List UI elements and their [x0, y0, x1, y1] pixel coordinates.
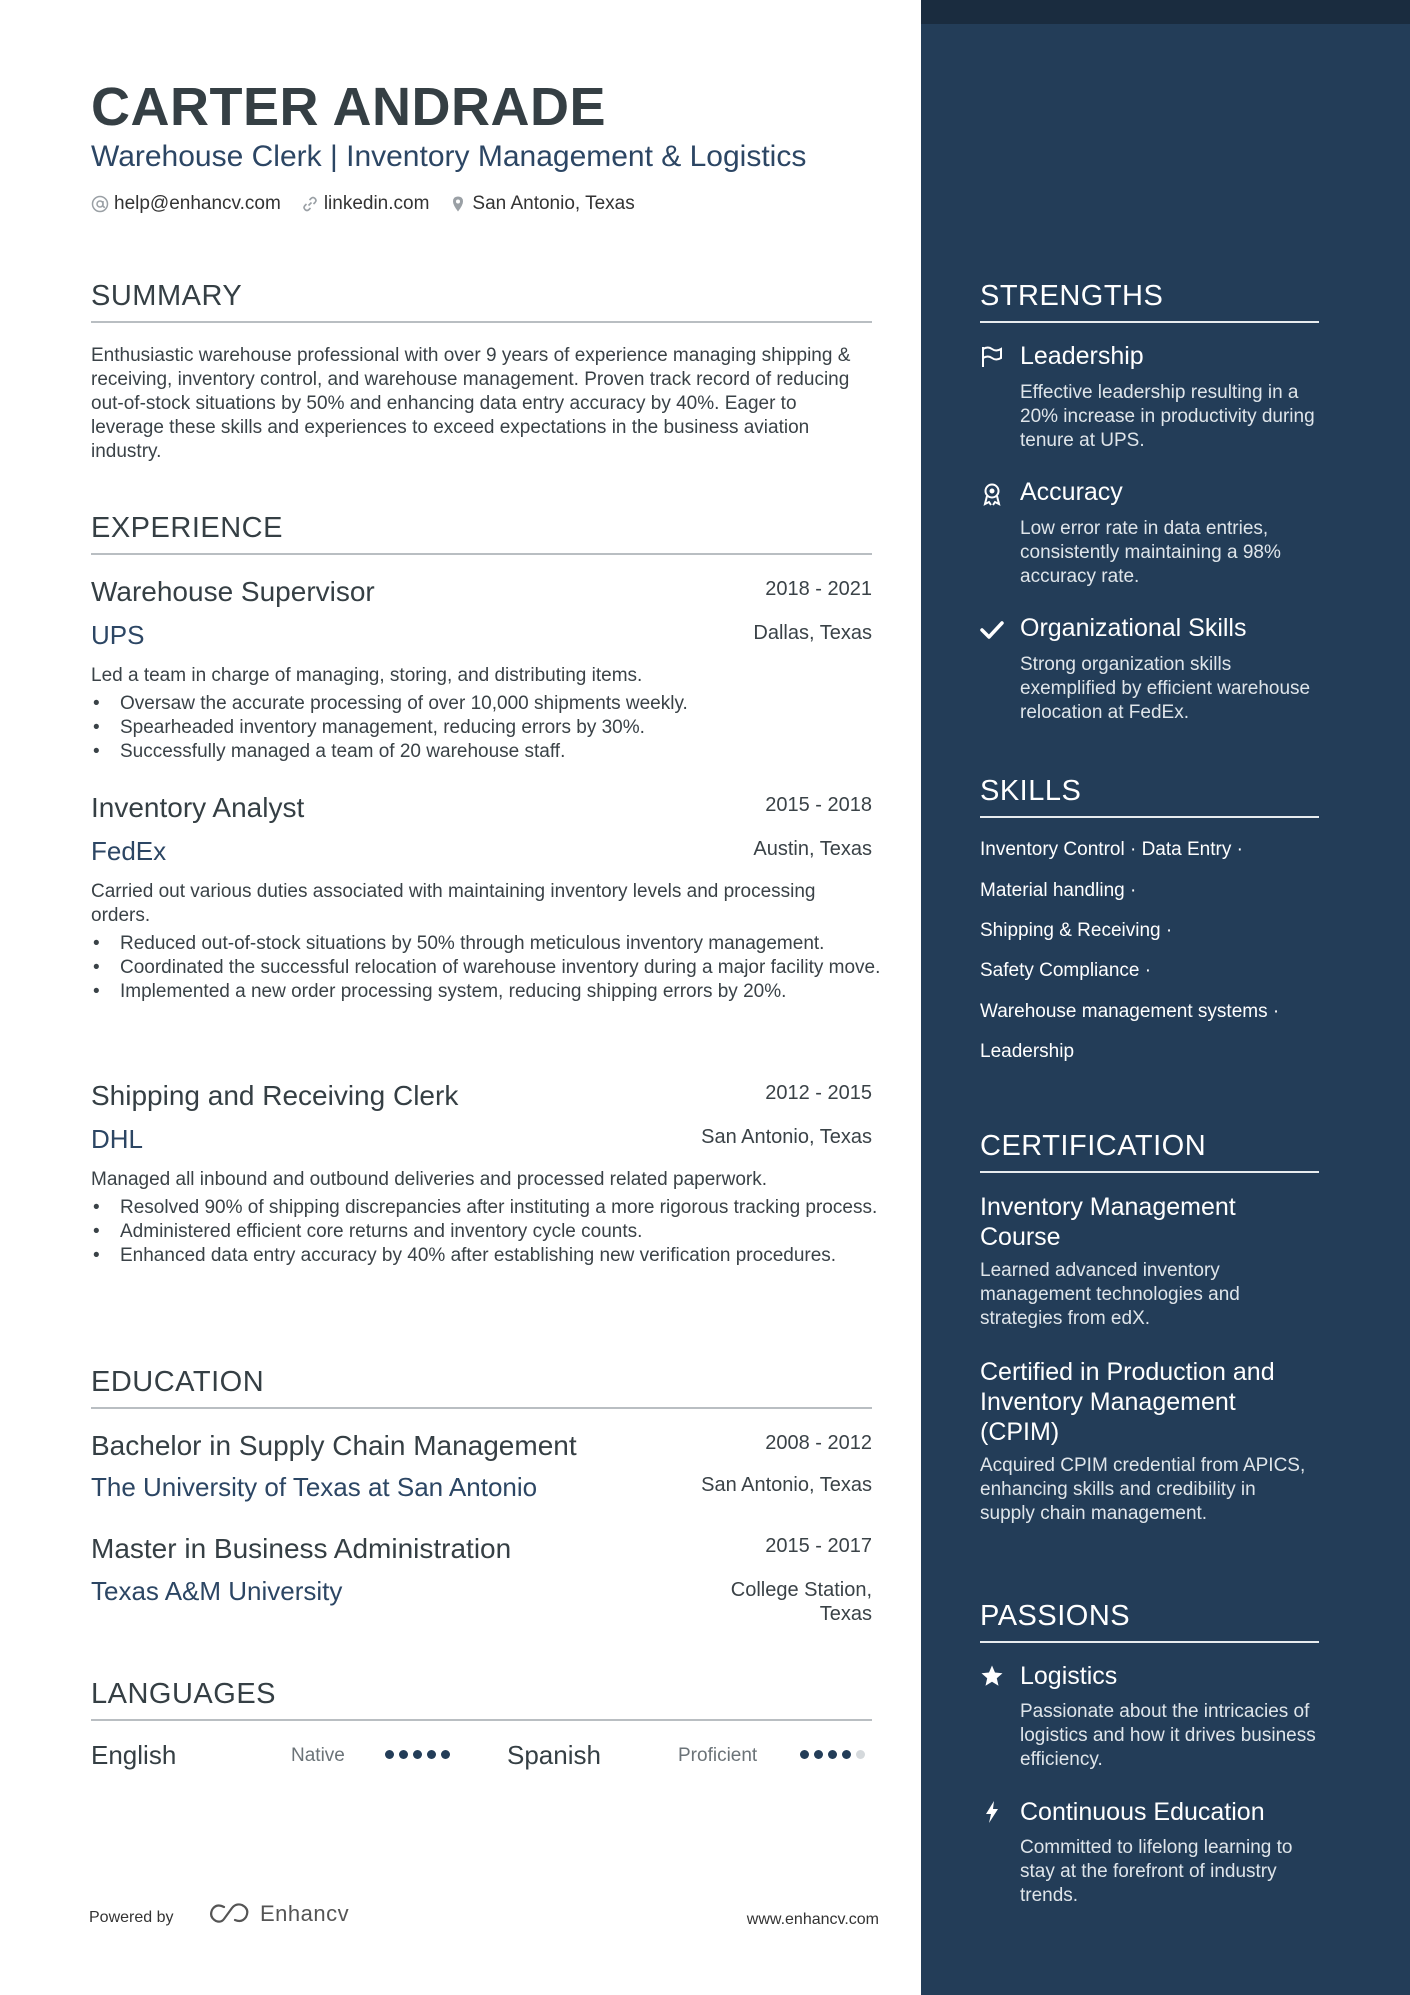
languages-heading: LANGUAGES [91, 1678, 872, 1721]
job-dates: 2012 - 2015 [765, 1082, 872, 1104]
list-item: • Successfully managed a team of 20 warehouse staff. [91, 740, 881, 764]
language-rating [800, 1750, 870, 1759]
skill-row: Safety Compliance · [980, 960, 1152, 981]
experience-heading: EXPERIENCE [91, 512, 872, 555]
check-icon [980, 618, 1004, 642]
strength-description: Strong organization skills exemplified by efficient warehouse relocation at FedEx. [1020, 654, 1311, 723]
cert-title: Certified in Production and Inventory Management (CPIM) [980, 1358, 1275, 1446]
rating-dot [385, 1750, 394, 1759]
rating-dot [413, 1750, 422, 1759]
rating-dot [441, 1750, 450, 1759]
cert-description: Acquired CPIM credential from APICS, enhancing skills and credibility in supply chain management. [980, 1455, 1306, 1524]
edu-location-line: College Station, [730, 1579, 872, 1601]
edu-location: San Antonio, Texas [701, 1474, 872, 1496]
map-pin-icon [449, 195, 467, 213]
brand-name: Enhancv [260, 1901, 350, 1926]
linkedin-text: linkedin.com [323, 193, 430, 214]
passion-description: Passionate about the intricacies of logistics and how it drives business efficiency. [1020, 1701, 1316, 1770]
cert-description: Learned advanced inventory management technologies and strategies from edX. [980, 1260, 1240, 1329]
certification-heading: CERTIFICATION [980, 1130, 1319, 1173]
job-dates: 2015 - 2018 [765, 794, 872, 816]
job-company: FedEx [91, 836, 167, 866]
skill-item: Material handling [980, 880, 1125, 901]
skill-item: Data Entry [1141, 839, 1232, 860]
skills-heading: SKILLS [980, 775, 1319, 818]
skill-row: Warehouse management systems · [980, 1001, 1280, 1022]
list-item: • Spearheaded inventory management, reducing errors by 30%. [91, 716, 881, 740]
skill-row [980, 1041, 1074, 1063]
candidate-name: CARTER ANDRADE [91, 77, 606, 137]
skill-item: Leadership [980, 1041, 1075, 1062]
flag-icon [980, 345, 1004, 369]
list-item: • Enhanced data entry accuracy by 40% after establishing new verification procedures. [91, 1244, 881, 1268]
edu-dates: 2008 - 2012 [765, 1432, 872, 1454]
passion-title: Continuous Education [1020, 1798, 1265, 1826]
list-item: • Implemented a new order processing system, reducing shipping errors by 20%. [91, 980, 881, 1004]
strength-description: Low error rate in data entries, consistently maintaining a 98% accuracy rate. [1020, 518, 1281, 587]
skill-row: Material handling · [980, 880, 1137, 901]
job-bullets [91, 932, 881, 1004]
skill-item: Inventory Control [980, 839, 1125, 860]
rating-dot [856, 1750, 865, 1759]
job-location: Austin, Texas [753, 838, 872, 860]
job-bullets [91, 1196, 881, 1268]
contact-email[interactable] [91, 193, 281, 215]
enhancv-logo-icon [208, 1901, 254, 1927]
strengths-heading: STRENGTHS [980, 280, 1319, 323]
edu-degree: Bachelor in Supply Chain Management [91, 1430, 577, 1461]
job-role: Inventory Analyst [91, 792, 305, 823]
candidate-title: Warehouse Clerk | Inventory Management & Logistics [91, 140, 807, 173]
summary-heading: SUMMARY [91, 280, 872, 323]
job-description: Carried out various duties associated with maintaining inventory levels and processing orders. [91, 881, 816, 926]
email-text: help@enhancv.com [114, 193, 281, 214]
star-icon [980, 1664, 1004, 1688]
contact-linkedin[interactable] [301, 193, 430, 215]
at-icon [91, 195, 109, 213]
rating-dot [399, 1750, 408, 1759]
list-item: • Administered efficient core returns and inventory cycle counts. [91, 1220, 881, 1244]
language-name: English [91, 1740, 177, 1770]
language-level: Proficient [678, 1745, 758, 1766]
list-item: • Reduced out-of-stock situations by 50% through meticulous inventory management. [91, 932, 881, 956]
bolt-icon [980, 1800, 1004, 1824]
cert-title: Inventory Management Course [980, 1193, 1236, 1251]
job-role: Shipping and Receiving Clerk [91, 1080, 459, 1111]
job-description: Managed all inbound and outbound deliveries and processed related paperwork. [91, 1169, 768, 1190]
powered-by-label: Powered by [89, 1909, 174, 1926]
enhancv-logo[interactable] [208, 1901, 349, 1927]
edu-location-line: Texas [819, 1603, 872, 1625]
summary-text: Enthusiastic warehouse professional with over 9 years of experience managing shipping & receiving, inventory control, and warehouse management. Proven track record of reducing out-of-stock situations by 50% and enhancing data entry accuracy by 40%. Eager to leverage these skills and experiences to exceed expectations in the business aviation industry. [91, 345, 851, 462]
strength-title: Organizational Skills [1020, 614, 1247, 642]
edu-location [731, 1578, 872, 1626]
skill-row: Shipping & Receiving · [980, 920, 1173, 941]
education-heading: EDUCATION [91, 1366, 872, 1409]
job-location: San Antonio, Texas [701, 1126, 872, 1148]
list-item: • Oversaw the accurate processing of over 10,000 shipments weekly. [91, 692, 881, 716]
language-rating [385, 1750, 455, 1759]
list-item: • Resolved 90% of shipping discrepancies after instituting a more rigorous tracking process. [91, 1196, 881, 1220]
rating-dot [427, 1750, 436, 1759]
language-level: Native [291, 1745, 345, 1766]
list-item: • Coordinated the successful relocation of warehouse inventory during a major facility move. [91, 956, 881, 980]
contact-bar [91, 193, 655, 215]
edu-degree: Master in Business Administration [91, 1533, 512, 1564]
edu-school: Texas A&M University [91, 1576, 343, 1606]
passions-heading: PASSIONS [980, 1600, 1319, 1643]
strength-title: Leadership [1020, 342, 1144, 370]
strength-title: Accuracy [1020, 478, 1123, 506]
rating-dot [800, 1750, 809, 1759]
link-icon [301, 195, 319, 213]
footer-url[interactable]: www.enhancv.com [746, 1911, 879, 1928]
location-text: San Antonio, Texas [472, 193, 635, 214]
job-description: Led a team in charge of managing, storing, and distributing items. [91, 665, 643, 686]
sidebar-column [921, 0, 1410, 1995]
sidebar-top-band [921, 0, 1410, 24]
award-icon [980, 482, 1004, 506]
rating-dot [814, 1750, 823, 1759]
edu-dates: 2015 - 2017 [765, 1535, 872, 1557]
skill-item: Warehouse management systems [980, 1001, 1268, 1022]
job-company: DHL [91, 1124, 144, 1154]
language-name: Spanish [507, 1740, 601, 1770]
skill-row: Inventory Control · Data Entry · [980, 839, 1243, 860]
contact-location [449, 193, 634, 215]
job-location: Dallas, Texas [753, 622, 872, 644]
edu-school: The University of Texas at San Antonio [91, 1472, 538, 1502]
skill-item: Safety Compliance [980, 960, 1140, 981]
job-company: UPS [91, 620, 145, 650]
job-dates: 2018 - 2021 [765, 578, 872, 600]
skill-item: Shipping & Receiving [980, 920, 1161, 941]
job-role: Warehouse Supervisor [91, 576, 375, 607]
job-bullets [91, 692, 881, 764]
strength-description: Effective leadership resulting in a 20% increase in productivity during tenure at UPS. [1020, 382, 1315, 451]
rating-dot [828, 1750, 837, 1759]
rating-dot [842, 1750, 851, 1759]
passion-title: Logistics [1020, 1662, 1118, 1690]
passion-description: Committed to lifelong learning to stay at the forefront of industry trends. [1020, 1837, 1293, 1906]
